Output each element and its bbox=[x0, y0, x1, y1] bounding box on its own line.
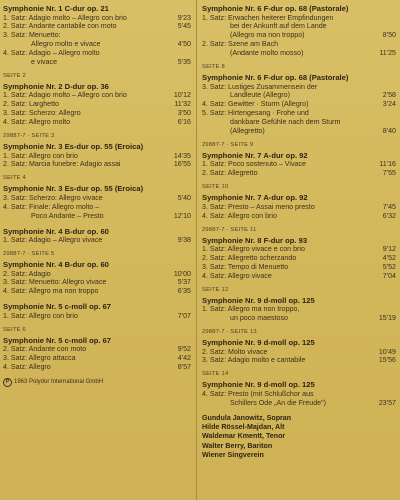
side-label: SEITE 8 bbox=[202, 64, 225, 71]
movement-duration: 14'35 bbox=[173, 151, 191, 160]
movement-row bbox=[3, 160, 191, 169]
track-block bbox=[3, 327, 191, 372]
movement-row bbox=[3, 270, 191, 279]
side-label: 29887-7 · SEITE 9 bbox=[202, 141, 254, 148]
movement-row bbox=[202, 399, 396, 408]
movement-row bbox=[3, 212, 191, 221]
movement-name: 4. Satz: Gewitter · Sturm (Allegro) bbox=[202, 100, 309, 109]
movement-duration: 15'19 bbox=[378, 314, 396, 323]
movement-name: 2. Satz: Larghetto bbox=[3, 100, 59, 109]
symphony-title: Symphonie Nr. 2 D-dur op. 36 bbox=[3, 81, 109, 91]
movement-name: 1. Satz: Allegro con brio bbox=[3, 311, 78, 320]
left-column bbox=[3, 4, 191, 387]
movement-row bbox=[3, 91, 191, 100]
movement-duration: 4'52 bbox=[382, 254, 396, 262]
side-label: 29887-7 · SEITE 5 bbox=[3, 251, 55, 257]
movement-duration: 4'42 bbox=[177, 354, 191, 363]
track-block bbox=[3, 73, 191, 127]
movement-name: 3. Satz: Menuetto: bbox=[3, 31, 61, 40]
movement-duration: 8'57 bbox=[177, 362, 191, 371]
movement-duration: 5'40 bbox=[177, 193, 191, 202]
movement-row bbox=[3, 278, 191, 287]
movement-name: 1. Satz: Adagio – Allegro vivace bbox=[3, 236, 103, 245]
movement-row bbox=[202, 272, 396, 281]
movement-duration: 9'12 bbox=[382, 245, 396, 254]
movement-row bbox=[3, 194, 191, 203]
performer-name: Wiener Singverein bbox=[202, 450, 264, 459]
movement-row bbox=[202, 212, 396, 221]
movement-duration: 3'50 bbox=[177, 109, 191, 118]
movement-duration: 11'25 bbox=[379, 49, 396, 58]
movement-duration: 12'10 bbox=[173, 211, 191, 220]
track-block bbox=[3, 302, 191, 320]
movement-row bbox=[202, 245, 396, 254]
movement-duration: 15'56 bbox=[378, 356, 396, 365]
movement-name: 2. Satz: Allegretto scherzando bbox=[202, 254, 297, 262]
movement-name: 2. Satz: Molto vivace bbox=[202, 347, 268, 356]
movement-name: 3. Satz: Presto – Assai meno presto bbox=[202, 202, 315, 211]
performer-name: Walter Berry, Bariton bbox=[202, 441, 273, 450]
movement-row bbox=[202, 203, 396, 212]
symphony-title: Symphonie Nr. 6 F-dur op. 68 (Pastorale) bbox=[202, 73, 349, 83]
movement-name: Landleute (Allegro) bbox=[230, 91, 290, 100]
movement-duration: 7'07 bbox=[177, 311, 191, 320]
movement-name: Allegro molto e vivace bbox=[31, 40, 101, 49]
movement-duration: 9'52 bbox=[177, 345, 191, 354]
movement-name: e vivace bbox=[31, 58, 58, 67]
movement-row bbox=[202, 305, 396, 314]
movement-duration: 5'52 bbox=[382, 262, 396, 271]
track-block bbox=[202, 287, 396, 323]
movement-name: (Allegretto) bbox=[230, 127, 265, 136]
movement-row bbox=[202, 263, 396, 272]
symphony-title: Symphonie Nr. 7 A-dur op. 92 bbox=[202, 150, 308, 160]
movement-row bbox=[3, 312, 191, 321]
symphony-title: Symphonie Nr. 5 c-moll op. 67 bbox=[3, 335, 112, 345]
track-block bbox=[202, 329, 396, 365]
movement-name: 3. Satz: Allegro attacca bbox=[3, 354, 76, 363]
movement-name: 2. Satz: Andante con moto bbox=[3, 345, 87, 354]
movement-name: Schillers Ode „An die Freude") bbox=[230, 398, 326, 407]
movement-duration: 10'12 bbox=[173, 91, 191, 100]
movement-duration: 6'32 bbox=[382, 211, 396, 220]
movement-duration: 6'16 bbox=[177, 118, 191, 127]
side-label: 29887-7 · SEITE 13 bbox=[202, 329, 257, 336]
movement-row bbox=[202, 169, 396, 178]
side-label: 29887-7 · SEITE 11 bbox=[202, 226, 257, 233]
movement-name: 3. Satz: Adagio molto e cantabile bbox=[202, 356, 306, 365]
movement-row bbox=[3, 100, 191, 109]
movement-row bbox=[202, 31, 396, 40]
track-block bbox=[3, 175, 191, 220]
track-block bbox=[202, 4, 396, 58]
movement-duration: 7'04 bbox=[382, 271, 396, 280]
side-label: SEITE 4 bbox=[3, 175, 26, 182]
track-block bbox=[202, 227, 396, 281]
movement-row bbox=[3, 14, 191, 23]
movement-name: 1. Satz: Poco sostenuto – Vivace bbox=[202, 160, 306, 169]
track-block bbox=[202, 64, 396, 136]
movement-name: 4. Satz: Allegro molto bbox=[3, 118, 71, 127]
side-label: SEITE 6 bbox=[3, 326, 26, 333]
movement-duration: 7'55 bbox=[382, 169, 396, 178]
symphony-title: Symphonie Nr. 4 B-dur op. 60 bbox=[3, 260, 109, 269]
symphony-title: Symphonie Nr. 1 C-dur op. 21 bbox=[3, 4, 109, 13]
movement-name: 4. Satz: Allegro bbox=[3, 362, 51, 371]
symphony-title: Symphonie Nr. 3 Es-dur op. 55 (Eroica) bbox=[3, 184, 144, 194]
symphony-title: Symphonie Nr. 5 c-moll op. 67 bbox=[3, 302, 112, 312]
movement-row bbox=[202, 314, 396, 323]
movement-row bbox=[202, 109, 396, 118]
movement-row bbox=[202, 14, 396, 23]
movement-name: 2. Satz: Andante cantabile con moto bbox=[3, 22, 117, 31]
movement-name: 3. Satz: Scherzo: Allegro bbox=[3, 109, 81, 118]
movement-row bbox=[3, 118, 191, 127]
track-block bbox=[202, 184, 396, 220]
movement-duration: 8'40 bbox=[382, 127, 396, 136]
phonogram-icon: P bbox=[3, 378, 12, 387]
track-block bbox=[202, 371, 396, 407]
movement-row bbox=[3, 152, 191, 161]
movement-name: 2. Satz: Szene am Bach bbox=[202, 40, 279, 49]
movement-name: 4. Satz: Allegro vivace bbox=[202, 271, 272, 280]
movement-row bbox=[202, 127, 396, 136]
movement-duration: 5'37 bbox=[177, 278, 191, 287]
side-label: SEITE 12 bbox=[202, 286, 229, 293]
movement-name: 3. Satz: Lustiges Zusammensein der bbox=[202, 82, 318, 91]
movement-row bbox=[202, 83, 396, 92]
movement-row bbox=[202, 348, 396, 357]
performer-name: Waldemar Kmentt, Tenor bbox=[202, 432, 286, 441]
movement-duration: 23'57 bbox=[378, 398, 396, 407]
movement-duration: 10'49 bbox=[378, 347, 396, 356]
movement-name: (Andante molto mosso) bbox=[230, 49, 304, 58]
movement-row bbox=[3, 109, 191, 118]
movement-name: 4. Satz: Presto (mit Schlußchor aus bbox=[202, 389, 314, 398]
movement-row bbox=[3, 40, 191, 49]
symphony-title: Symphonie Nr. 8 F-dur op. 93 bbox=[202, 235, 308, 245]
movement-row bbox=[3, 236, 191, 245]
movement-row bbox=[202, 356, 396, 365]
movement-row bbox=[202, 160, 396, 169]
movement-name: 2. Satz: Allegretto bbox=[202, 169, 258, 178]
symphony-title: Symphonie Nr. 9 d-moll op. 125 bbox=[202, 338, 315, 348]
movement-name: 2. Satz: Adagio bbox=[3, 269, 51, 278]
movement-row bbox=[3, 345, 191, 354]
column-divider bbox=[196, 0, 197, 500]
movement-name: 4. Satz: Adagio – Allegro molto bbox=[3, 49, 100, 58]
copyright-text: 1963 Polydor International GmbH bbox=[14, 379, 104, 386]
movement-duration: 16'55 bbox=[173, 160, 191, 169]
movement-name: 1. Satz: Adagio molto – Allegro con brio bbox=[3, 91, 127, 100]
track-block bbox=[3, 133, 191, 169]
symphony-title: Symphonie Nr. 9 d-moll op. 125 bbox=[202, 380, 315, 390]
movement-duration: 7'45 bbox=[382, 202, 396, 211]
symphony-title: Symphonie Nr. 9 d-moll op. 125 bbox=[202, 295, 315, 305]
movement-duration: 5'35 bbox=[177, 58, 191, 67]
symphony-title: Symphonie Nr. 3 Es-dur op. 55 (Eroica) bbox=[3, 142, 144, 152]
movement-row bbox=[202, 100, 396, 109]
performers-list bbox=[202, 414, 396, 460]
symphony-title: Symphonie Nr. 7 A-dur op. 92 bbox=[202, 193, 308, 203]
movement-row bbox=[202, 49, 396, 58]
movement-duration: 9'23 bbox=[177, 13, 191, 22]
side-label: 29887-7 · SEITE 3 bbox=[3, 133, 55, 140]
movement-name: 4. Satz: Finale: Allegro molto – bbox=[3, 202, 100, 211]
movement-row bbox=[3, 287, 191, 296]
movement-row bbox=[202, 254, 396, 263]
movement-duration: 10'00 bbox=[173, 269, 191, 278]
movement-row bbox=[202, 22, 396, 31]
movement-name: 1. Satz: Erwachen heiterer Empfindungen bbox=[202, 13, 334, 22]
movement-duration: 3'24 bbox=[382, 100, 396, 109]
movement-name: 4. Satz: Allegro ma non troppo bbox=[3, 287, 99, 296]
copyright-line bbox=[3, 378, 191, 387]
movement-duration: 2'58 bbox=[382, 91, 396, 100]
movement-name: 3. Satz: Scherzo: Allegro vivace bbox=[3, 193, 103, 202]
track-block bbox=[3, 251, 191, 296]
movement-row bbox=[3, 363, 191, 372]
movement-name: 4. Satz: Allegro con brio bbox=[202, 211, 277, 220]
movement-duration: 6'35 bbox=[177, 287, 191, 296]
track-block bbox=[202, 142, 396, 178]
movement-name: bei der Ankunft auf dem Lande bbox=[230, 22, 327, 31]
movement-name: 1. Satz: Allegro con brio bbox=[3, 151, 78, 160]
movement-duration: 8'50 bbox=[382, 31, 396, 40]
movement-row bbox=[202, 118, 396, 127]
movement-name: 3. Satz: Tempo di Menuetto bbox=[202, 262, 289, 271]
movement-row bbox=[202, 390, 396, 399]
movement-duration: 11'16 bbox=[379, 160, 396, 169]
track-block bbox=[3, 4, 191, 67]
movement-name: 1. Satz: Adagio molto – Allegro con brio bbox=[3, 13, 127, 22]
movement-duration: 4'50 bbox=[177, 40, 191, 49]
symphony-title: Symphonie Nr. 4 B-dur op. 60 bbox=[3, 226, 109, 236]
right-column bbox=[202, 4, 396, 460]
movement-name: 1. Satz: Allegro ma non troppo, bbox=[202, 305, 300, 314]
movement-row bbox=[3, 31, 191, 40]
movement-row bbox=[3, 22, 191, 31]
movement-duration: 9'38 bbox=[177, 236, 191, 245]
movement-name: 3. Satz: Menuetto: Allegro vivace bbox=[3, 278, 107, 287]
movement-duration: 5'45 bbox=[177, 22, 191, 31]
movement-name: (Allegro ma non troppo) bbox=[230, 31, 305, 40]
performer-name: Hilde Rössel-Majdan, Alt bbox=[202, 422, 285, 431]
movement-name: 1. Satz: Allegro vivace e con brio bbox=[202, 245, 305, 254]
movement-row bbox=[3, 49, 191, 58]
side-label: SEITE 10 bbox=[202, 184, 229, 191]
movement-row bbox=[3, 203, 191, 212]
movement-duration: 11'32 bbox=[174, 100, 191, 109]
movement-name: un poco maestoso bbox=[230, 314, 288, 323]
movement-row bbox=[3, 354, 191, 363]
track-block bbox=[3, 227, 191, 245]
movement-row bbox=[202, 40, 396, 49]
movement-name: 2. Satz: Marcia funebre: Adagio assai bbox=[3, 160, 121, 169]
movement-row bbox=[202, 91, 396, 100]
movement-name: Poco Andante – Presto bbox=[31, 211, 104, 220]
movement-name: 5. Satz: Hirtengesang · Frohe und bbox=[202, 109, 309, 118]
side-label: SEITE 14 bbox=[202, 371, 229, 378]
movement-name: dankbare Gefühle nach dem Sturm bbox=[230, 118, 341, 127]
movement-row bbox=[3, 58, 191, 67]
performer-name: Gundula Janowitz, Sopran bbox=[202, 413, 292, 422]
side-label: SEITE 2 bbox=[3, 72, 26, 79]
symphony-title: Symphonie Nr. 6 F-dur op. 68 (Pastorale) bbox=[202, 4, 349, 13]
